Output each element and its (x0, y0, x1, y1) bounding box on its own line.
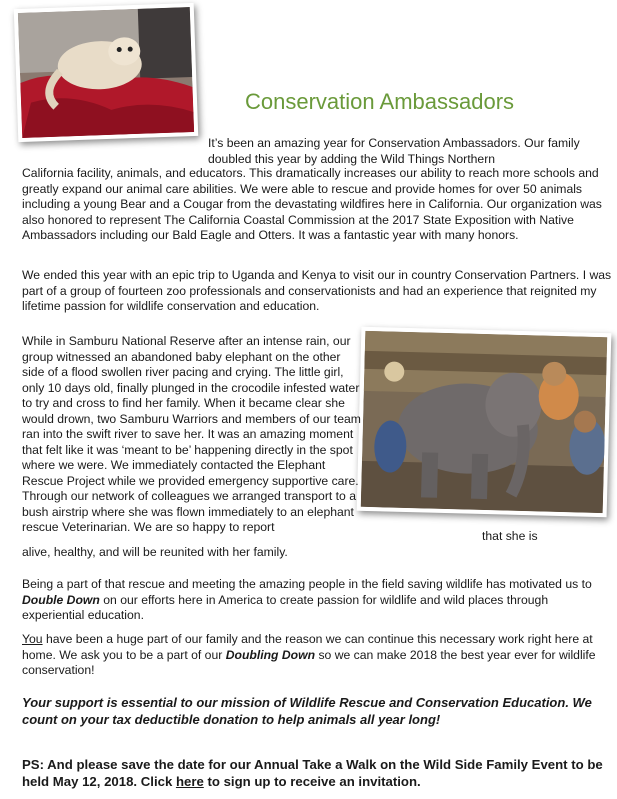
text-span: to sign up to receive an invitation. (203, 773, 421, 789)
text-span: Being a part of that rescue and meeting the amazing people in the field saving wildlife has motivated us to (22, 577, 592, 591)
text-span: on our efforts here in America to create passion for wildlife and wild places through experiential education. (22, 592, 549, 622)
paragraph-intro-cont: California facility, animals, and educators. This dramatically increases our ability to reach more schools and greatly expand our animal care abilities. We were able to rescue and provide homes for over 50 animals including a young Bear and a Cougar from the devastating wildfires here in California. Our organization was also honored to represent The California Coastal Commission at the 2017 State Exposition with Native Ambassadors including our Bald Eagle and Otters. It was a fantastic year with many honors. (22, 166, 602, 242)
emphasis-doubling-down: Doubling Down (225, 647, 316, 662)
elephant-photo (357, 327, 612, 517)
paragraph-elephant-tail: that she is (482, 529, 538, 543)
paragraph-trip: We ended this year with an epic trip to Uganda and Kenya to visit our in country Conservation Partners. I was part of a group of fourteen zoo professionals and conservationists and had an experience that reignited my lifetime passion for wildlife conservation and education. (22, 268, 612, 313)
signup-link[interactable]: here (175, 773, 204, 789)
paragraph-support: Your support is essential to our mission of Wildlife Rescue and Conservation Education. We count on your tax deductible donation to help animals all year long! (22, 695, 592, 727)
text-span: so we can make 2018 the best year ever for wildlife conservation! (22, 647, 596, 677)
paragraph-elephant-rescue: While in Samburu National Reserve after an intense rain, our group witnessed an abandoned baby elephant on the other side of a flood swollen river pacing and crying. The little girl, only 10 days old, finally plunged in the crocodile infested water to try and cross to find her family. When it became clear she would drown, two Samburu Warriors and members of our team ran into the swift river to save her. It was an amazing moment that felt like it was ‘meant to be’ happening directly in the spot where we were. We immediately contacted the Elephant Rescue Project while we provided emergency supportive care. Through our network of colleagues we arranged transport to a bush airstrip where she was flown immediately to an elephant rescue Veterinarian. We are so happy to report (22, 334, 361, 534)
paragraph-double-down (22, 577, 612, 624)
emphasis-you: You (22, 632, 43, 646)
paragraph-intro: It’s been an amazing year for Conservation Ambassadors. Our family doubled this year by adding the Wild Things Northern (208, 136, 580, 166)
text-span: have been a huge part of our family and the reason we can continue this necessary work right here at home. We ask you to be a part of our (22, 632, 593, 662)
page-title: Conservation Ambassadors (245, 89, 515, 114)
paragraph-you (22, 632, 612, 679)
emphasis-double-down: Double Down (22, 592, 100, 607)
paragraph-elephant-end: alive, healthy, and will be reunited with her family. (22, 545, 288, 559)
paragraph-ps (22, 757, 612, 790)
kinkajou-photo (14, 3, 199, 142)
text-span: PS: And please save the date for our Annual Take a Walk on the Wild Side Family Event to be held May 12, 2018. Click (22, 757, 603, 789)
